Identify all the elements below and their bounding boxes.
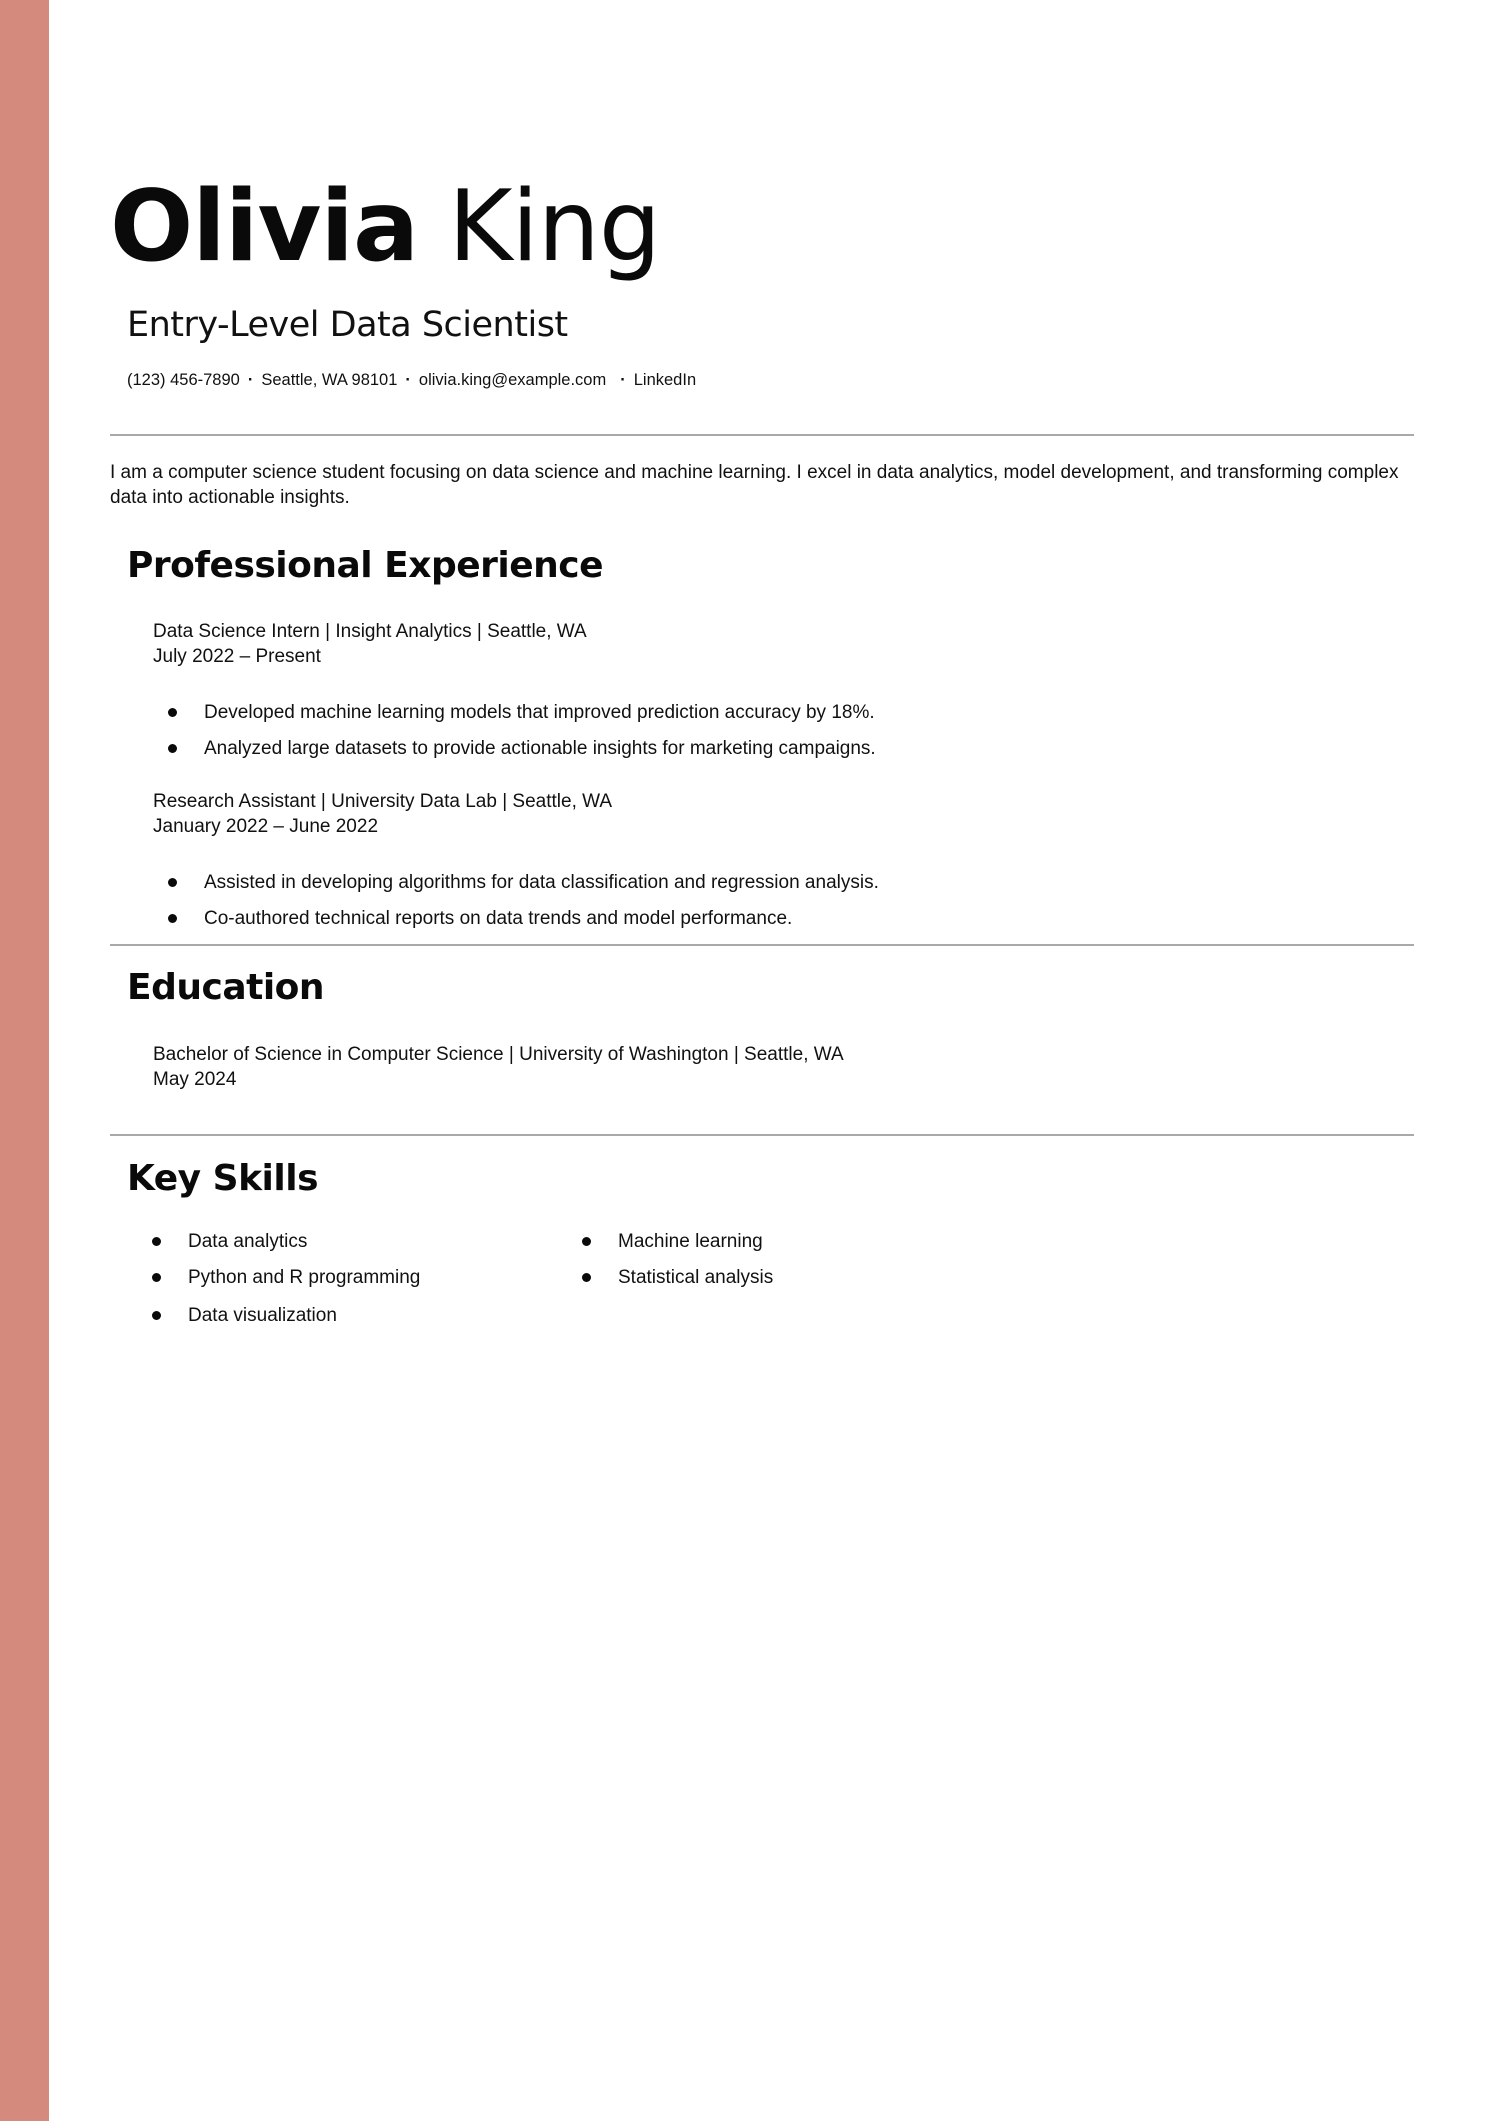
contact-phone: (123) 456-7890 xyxy=(127,371,240,389)
bullet-icon xyxy=(152,1273,161,1282)
last-name: King xyxy=(448,170,661,284)
skill-item: Machine learning xyxy=(618,1231,763,1252)
bullet-icon xyxy=(582,1237,591,1246)
job-1-bullet-1: Developed machine learning models that improved prediction accuracy by 18%. xyxy=(204,702,875,723)
education-degree: Bachelor of Science in Computer Science | University of Washington | Seattle, WA xyxy=(153,1044,844,1065)
accent-side-bar xyxy=(0,0,49,2121)
education-divider xyxy=(110,1134,1414,1136)
job-1-bullet-2: Analyzed large datasets to provide actionable insights for marketing campaigns. xyxy=(204,738,876,759)
job-2-bullet-2: Co-authored technical reports on data trends and model performance. xyxy=(204,908,793,929)
job-2-dates: January 2022 – June 2022 xyxy=(153,816,379,837)
contact-separator: · xyxy=(247,371,254,389)
summary-paragraph: I am a computer science student focusing on data science and machine learning. I excel in data analytics, model development, and transforming complex data into actionable insights. xyxy=(110,462,1399,508)
first-name: Olivia xyxy=(110,170,419,284)
contact-email[interactable]: olivia.king@example.com xyxy=(418,371,607,389)
bullet-icon xyxy=(168,914,177,923)
job-1-heading: Data Science Intern | Insight Analytics | Seattle, WA xyxy=(153,621,587,642)
contact-location: Seattle, WA 98101 xyxy=(261,371,398,389)
bullet-icon xyxy=(168,878,177,887)
skill-item: Data visualization xyxy=(188,1305,337,1326)
experience-section-title: Professional Experience xyxy=(127,545,604,586)
job-title: Entry-Level Data Scientist xyxy=(127,305,568,345)
bullet-icon xyxy=(152,1311,161,1320)
contact-line xyxy=(127,369,696,391)
education-date: May 2024 xyxy=(153,1069,237,1090)
contact-separator: · xyxy=(620,371,626,389)
job-2-bullet-1: Assisted in developing algorithms for data classification and regression analysis. xyxy=(204,872,879,893)
candidate-name xyxy=(110,172,660,282)
experience-divider xyxy=(110,944,1414,946)
skills-section-title: Key Skills xyxy=(127,1158,318,1199)
bullet-icon xyxy=(152,1237,161,1246)
job-2-heading: Research Assistant | University Data Lab | Seattle, WA xyxy=(153,791,613,812)
contact-separator: · xyxy=(405,371,411,389)
education-section-title: Education xyxy=(127,967,325,1008)
bullet-icon xyxy=(168,708,177,717)
bullet-icon xyxy=(168,744,177,753)
skill-item: Statistical analysis xyxy=(618,1267,774,1288)
job-1-dates: July 2022 – Present xyxy=(153,646,321,667)
bullet-icon xyxy=(582,1273,591,1282)
contact-linkedin-link[interactable]: LinkedIn xyxy=(633,371,697,389)
skill-item: Python and R programming xyxy=(188,1267,421,1288)
skill-item: Data analytics xyxy=(188,1231,308,1252)
header-divider xyxy=(110,434,1414,436)
